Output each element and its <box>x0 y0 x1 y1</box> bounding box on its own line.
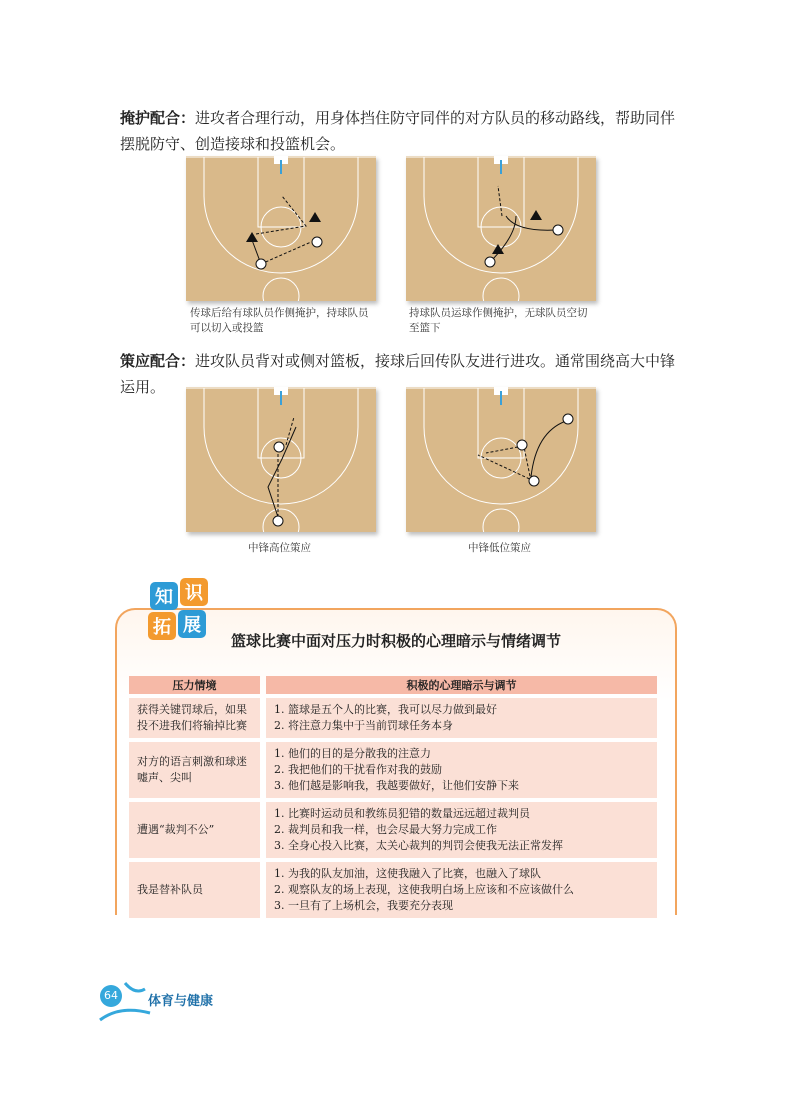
court-diagram-3 <box>186 387 376 532</box>
court-diagram-2 <box>406 156 596 301</box>
suggestion-item: 2. 将注意力集中于当前罚球任务本身 <box>274 719 453 732</box>
suggestion-item: 1. 比赛时运动员和教练员犯错的数量远远超过裁判员 <box>274 807 530 820</box>
court-diagram-4 <box>406 387 596 532</box>
header-situation: 压力情境 <box>129 676 260 694</box>
knowledge-extension-badge <box>148 578 212 642</box>
suggestion-item: 2. 观察队友的场上表现，这使我明白场上应该和不应该做什么 <box>274 883 574 896</box>
situation-cell: 获得关键罚球后，如果投不进我们将输掉比赛 <box>129 698 260 738</box>
situation-cell: 对方的语言刺激和球迷嘘声、尖叫 <box>129 742 260 798</box>
suggestion-cell <box>266 698 657 738</box>
post-label: 策应配合： <box>120 352 196 370</box>
caption-diagram-1: 传球后给有球队员作侧掩护，持球队员可以切入或投篮 <box>190 307 369 334</box>
caption-diagram-2: 持球队员运球作侧掩护，无球队员空切至篮下 <box>409 307 588 334</box>
caption-diagram-4: 中锋低位策应 <box>468 542 531 554</box>
psych-table <box>129 672 657 922</box>
badge-char-3: 拓 <box>153 617 171 638</box>
screen-text: 进攻者合理行动，用身体挡住防守同伴的对方队员的移动路线，帮助同伴摆脱防守、创造接球和投篮机会。 <box>120 109 676 153</box>
badge-char-2: 识 <box>185 583 203 604</box>
suggestion-item: 3. 一旦有了上场机会，我要充分表现 <box>274 899 453 912</box>
suggestion-item: 1. 他们的目的是分散我的注意力 <box>274 747 431 760</box>
badge-char-1: 知 <box>155 587 173 608</box>
page-number: 64 <box>100 985 122 1007</box>
header-suggestion: 积极的心理暗示与调节 <box>266 676 657 694</box>
table-row <box>129 862 657 918</box>
post-text: 进攻队员背对或侧对篮板，接球后回传队友进行进攻。通常围绕高大中锋运用。 <box>120 352 676 396</box>
table-row <box>129 698 657 738</box>
knowledge-title: 篮球比赛中面对压力时积极的心理暗示与情绪调节 <box>230 632 561 650</box>
table-header-row <box>129 676 657 694</box>
situation-cell: 遭遇“裁判不公” <box>129 802 260 858</box>
suggestion-item: 1. 篮球是五个人的比赛，我可以尽力做到最好 <box>274 703 497 716</box>
knowledge-panel <box>115 608 677 915</box>
suggestion-item: 3. 他们越是影响我，我越要做好，让他们安静下来 <box>274 779 519 792</box>
suggestion-item: 2. 我把他们的干扰看作对我的鼓励 <box>274 763 442 776</box>
suggestion-item: 2. 裁判员和我一样，也会尽最大努力完成工作 <box>274 823 497 836</box>
suggestion-cell <box>266 802 657 858</box>
book-title: 体育与健康 <box>148 994 214 1009</box>
suggestion-item: 1. 为我的队友加油，这使我融入了比赛，也融入了球队 <box>274 867 541 880</box>
situation-cell: 我是替补队员 <box>129 862 260 918</box>
badge-char-4: 展 <box>183 615 201 636</box>
table-row <box>129 742 657 798</box>
court-diagram-1 <box>186 156 376 301</box>
suggestion-cell <box>266 742 657 798</box>
suggestion-item: 3. 全身心投入比赛，太关心裁判的判罚会使我无法正常发挥 <box>274 839 563 852</box>
caption-diagram-3: 中锋高位策应 <box>248 542 311 554</box>
suggestion-cell <box>266 862 657 918</box>
table-row <box>129 802 657 858</box>
paragraph-screen <box>120 105 680 157</box>
screen-label: 掩护配合： <box>120 109 196 127</box>
